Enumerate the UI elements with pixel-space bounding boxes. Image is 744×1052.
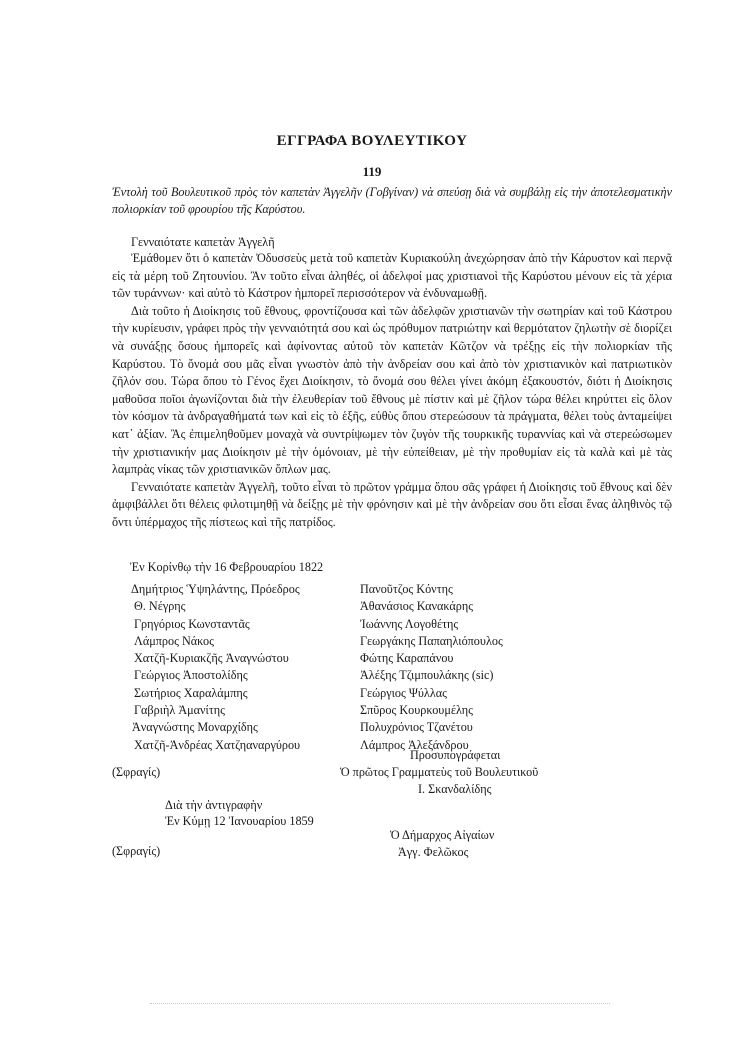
signer-name: Γεώργιος Ψύλλας <box>360 685 447 700</box>
countersign-name: Ι. Σκανδαλίδης <box>418 782 492 796</box>
copy-note-place-date: Ἐν Κύμῃ 12 Ἰανουαρίου 1859 <box>165 814 314 828</box>
seal-note: (Σφραγίς) <box>112 844 161 858</box>
signer-name: Χατζῆ-Κυριακζῆς Ἀναγνώστου <box>134 651 289 666</box>
signer-name: Θ. Νέγρης <box>134 599 186 614</box>
footer-divider <box>150 1003 610 1004</box>
mayor-role: Ὁ Δήμαρχος Αἰγαίων <box>390 828 495 842</box>
letter-body <box>112 250 672 532</box>
mayor-name: Ἀγγ. Φελῶκος <box>398 845 469 859</box>
salutation: Γενναιότατε καπετὰν Ἀγγελῆ <box>131 235 275 249</box>
signer-name: Γεωργάκης Παπαηλιόπουλος <box>360 633 503 648</box>
signer-name: Πολυχρόνιος Τζανέτου <box>360 720 473 735</box>
paragraph: Γενναιότατε καπετὰν Ἀγγελῆ, τοῦτο εἶναι τὸ πρῶτον γράμμα ὅπου σᾶς γράφει ἡ Διοίκησις τοῦ ἔθνους καὶ δὲν ἀμφιβάλλει ὅτι θέλεις φιλοτιμηθῇ νὰ δείξῃς μὲ τὴν φρόνησιν καὶ μὲ τὴν ἀνδρείαν σου ὅτι εἶσαι ἕνας ἀληθινὸς τῷ ὄντι ὑπέρμαχος τῆς πίστεως καὶ τῆς πατρίδος. <box>112 479 672 529</box>
signer-name: Λάμπρος Ἀλεξάνδρου <box>360 737 469 752</box>
signer-name: Ἀναγνώστης Μοναρχίδης <box>132 720 258 735</box>
signer-name: Πανοῦτζος Κόντης <box>360 582 453 596</box>
signer-name: Ἰωάννης Λογοθέτης <box>360 616 459 631</box>
signer-name: Δημήτριος Ὑψηλάντης, Πρόεδρος <box>131 582 300 596</box>
signer-name: Σπῦρος Κουρκουμέλης <box>360 703 473 718</box>
signer-name: Φώτης Καραπάνου <box>360 651 454 666</box>
seal-note: (Σφραγίς) <box>112 765 161 779</box>
signer-name: Γεώργιος Ἀποστολίδης <box>134 668 248 683</box>
countersign-role: Ὁ πρῶτος Γραμματεὺς τοῦ Βουλευτικοῦ <box>340 765 539 779</box>
document-number: 119 <box>362 164 382 179</box>
signer-name: Ἀθανάσιος Κανακάρης <box>360 599 474 614</box>
signer-name: Σωτήριος Χαραλάμπης <box>134 685 248 700</box>
signer-name: Ἀλέξης Τζιμπουλάκης (sic) <box>360 668 494 683</box>
document-subject: Ἐντολὴ τοῦ Βουλευτικοῦ πρὸς τὸν καπετὰν Ἀγγελῆν (Γοβγίναν) νὰ σπεύσῃ διὰ νὰ συμβάλῃ εἰς τὴν ἀποτελεσματικὴν πολιορκίαν τοῦ φρουρίου τῆς Καρύστου. <box>112 185 672 216</box>
copy-note-line: Διὰ τὴν ἀντιγραφὴν <box>165 798 263 812</box>
signer-name: Λάμπρος Νάκος <box>134 633 214 648</box>
place-date: Ἐν Κορίνθῳ τὴν 16 Φεβρουαρίου 1822 <box>130 560 324 574</box>
paragraph: Ἐμάθομεν ὅτι ὁ καπετὰν Ὀδυσσεὺς μετὰ τοῦ καπετὰν Κυριακούλη ἀνεχώρησαν ἀπὸ τὴν Κάρυστον καὶ περνᾷ εἰς τὰ μέρη τοῦ Ζητουνίου. Ἂν τοῦτο εἶναι ἀληθές, οἱ ἀδελφοί μας χριστιανοὶ τῆς Καρύστου μένουν εἰς τὰ χέρια τῶν τυράννων· καὶ αὐτὸ τὸ Κάστρον ἠμπορεῖ περισσότερον νὰ ἐνδυναμωθῇ. <box>112 251 672 301</box>
signer-name: Γαβριὴλ Ἀμανίτης <box>134 703 225 718</box>
signers-left-list <box>131 581 300 754</box>
countersign-label: Προσυπογράφεται <box>410 748 501 762</box>
signers-right-list <box>360 581 503 754</box>
page-heading: ΕΓΓΡΑΦΑ ΒΟΥΛΕΥΤΙΚΟΥ <box>276 133 468 149</box>
signer-name: Γρηγόριος Κωνσταντᾶς <box>134 616 250 631</box>
paragraph: Διὰ τοῦτο ἡ Διοίκησις τοῦ ἔθνους, φροντίζουσα καὶ τῶν ἀδελφῶν χριστιανῶν τὴν σωτηρίαν καὶ τοῦ Κάστρου τὴν κυρίευσιν, γράφει πρὸς τὴν γενναιότητά σου καὶ ὡς πρόθυμον πατριώτην καὶ θερμότατον ζηλωτὴν σὲ διορίζει νὰ συνάξῃς ὅσους ἠμπορεῖς καὶ ἀφίνοντας αὐτοῦ τὸν καπετὰν Κῶτζον νὰ τρέξῃς εἰς τὴν πολιορκίαν τῆς Καρύστου. Τὸ ὄνομά σου μᾶς εἶναι γνωστὸν ἀπὸ τὴν ἀνδρείαν σου καὶ ἀπὸ τὸν χριστιανικὸν καὶ πατριωτικὸν ζῆλόν σου. Τώρα ὅπου τὸ Γένος ἔχει Διοίκησιν, τὸ ὄνομά σου θέλει γίνει ἀκόμη ἐξακουστόν, διότι ἡ Διοίκησις μαθοῦσα ποῖοι ἀγωνίζονται διὰ τὴν ἐλευθερίαν τοῦ ἔθνους μὲ πίστιν καὶ μὲ ζῆλον τώρα θέλει κηρύττει εἰς ὅλον τὸν κόσμον τὰ ἀνδραγαθήματά των καὶ εἰς τὸ ἑξῆς, εὐθὺς ὅπου στερεώσουν τὰ πράγματα, θέλει τοὺς ἀνταμείψει κατ᾽ ἀξίαν. Ἂς ἐπιμεληθοῦμεν μοναχὰ νὰ συντρίψωμεν τὸν ζυγὸν τῆς τουρκικῆς τυραννίας καὶ νὰ στερεώσωμεν τὴν χριστιανικήν μας Διοίκησιν μὲ τὴν ὁμόνοιαν, μὲ τὴν εὐπείθειαν, μὲ τὴν προθυμίαν εἰς τὰ καλὰ καὶ μὲ τὰς λαμπρὰς νίκας τῶν χριστιανικῶν ὅπλων μας. <box>112 303 672 477</box>
signer-name: Χατζῆ-Ἀνδρέας Χατζηαναργύρου <box>134 737 301 752</box>
